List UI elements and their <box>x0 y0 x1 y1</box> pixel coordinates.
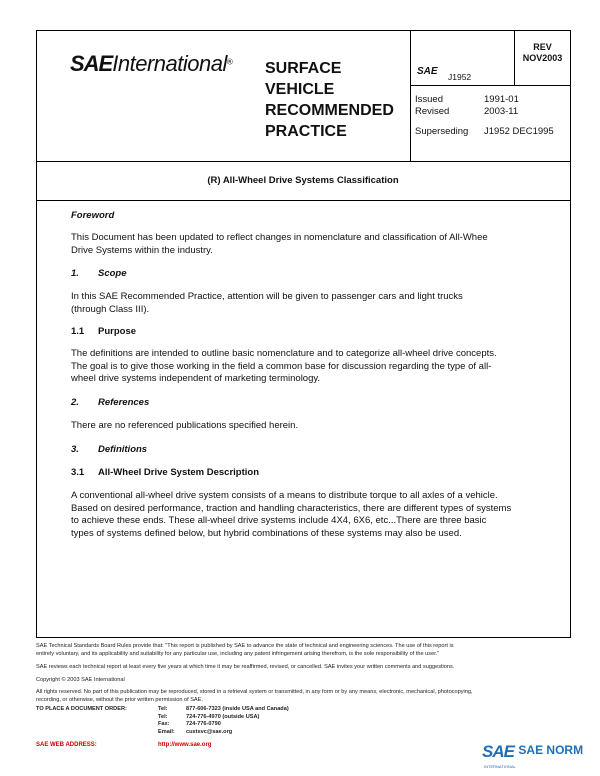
footer-copyright: Copyright © 2003 SAE International <box>36 677 125 683</box>
scope-heading: Scope <box>98 268 127 279</box>
footer-rights-line: All rights reserved. No part of this publication may be reproduced, stored in a retrieval system or transmitted, in any form or by any means, electronic, mechanical, photocopying, <box>36 689 473 695</box>
web-link[interactable]: http://www.sae.org <box>158 742 212 748</box>
title-line-3: RECOMMENDED <box>265 102 394 119</box>
header-divider-v2 <box>514 31 515 85</box>
logo-trademark: ® <box>226 57 233 67</box>
document-title: (R) All-Wheel Drive Systems Classification <box>207 175 399 186</box>
footer-rights <box>36 689 570 704</box>
watermark-sae: SAE <box>482 742 514 761</box>
awd-line: A conventional all-wheel drive system consists of a means to distribute torque to all axles of a vehicle. <box>71 490 498 501</box>
purpose-line: The definitions are intended to outline basic nomenclature and to categorize all-wheel drive concepts. <box>71 348 497 359</box>
rev-date: NOV2003 <box>522 53 563 63</box>
contact-list <box>158 706 289 736</box>
rev-block <box>520 42 565 64</box>
footer-rules-line: SAE Technical Standards Board Rules provide that: "This report is published by SAE to advance the state of technical and engineering sciences. The use of this report is <box>36 643 454 649</box>
foreword-paragraph <box>71 232 488 257</box>
purpose-number: 1.1 <box>71 326 85 337</box>
contact-row <box>158 714 289 722</box>
definitions-heading: Definitions <box>98 444 148 455</box>
contact-value: 724-776-4970 (outside USA) <box>186 713 260 720</box>
contact-value: 724-776-0790 <box>186 721 221 727</box>
scope-paragraph <box>71 291 463 316</box>
mini-sae-logo: SAE <box>417 66 438 77</box>
scope-number: 1. <box>71 268 79 279</box>
logo-sae-text: SAE <box>70 51 113 76</box>
purpose-line: The goal is to give those working in the field a common base for discussion regarding the type of all- <box>71 360 492 372</box>
scope-line: In this SAE Recommended Practice, attention will be given to passenger cars and light trucks <box>71 291 463 302</box>
foreword-line: Drive Systems within the industry. <box>71 244 213 256</box>
awd-line: to achieve these ends. These all-wheel drive systems include 4X4, 6X6, etc...There are three basic <box>71 515 487 526</box>
contact-row <box>158 706 289 714</box>
document-type-title <box>265 58 394 142</box>
references-number: 2. <box>71 397 79 408</box>
contact-row <box>158 729 289 737</box>
awd-paragraph <box>71 490 511 540</box>
footer-rules <box>36 643 570 658</box>
references-paragraph: There are no referenced publications specified herein. <box>71 420 299 431</box>
header-divider-h <box>410 85 570 86</box>
watermark-sub: INTERNATIONAL <box>484 764 516 769</box>
contact-label: Tel: <box>158 713 168 720</box>
contact-row <box>158 721 289 729</box>
doc-number: J1952 <box>448 72 472 82</box>
footer-rights-line: recording, or otherwise, without the prior written permission of SAE. <box>36 696 203 703</box>
header-divider-v1 <box>410 31 411 161</box>
definitions-number: 3. <box>71 444 79 455</box>
contact-value: 877-606-7323 (inside USA and Canada) <box>186 706 289 712</box>
contact-label: Fax: <box>158 721 170 727</box>
awd-line: types of systems defined below, but hybrid combinations of these systems may also be used. <box>71 527 462 539</box>
references-heading: References <box>98 397 150 408</box>
title-divider <box>36 200 570 201</box>
web-label: SAE WEB ADDRESS: <box>36 742 97 748</box>
watermark-norm: SAE NORM <box>518 743 584 757</box>
awd-number: 3.1 <box>71 467 85 478</box>
sae-international-logo <box>70 51 233 77</box>
foreword-heading: Foreword <box>71 210 115 221</box>
contact-label: Email: <box>158 728 175 735</box>
awd-line: Based on desired performance, traction and handling characteristics, there are different types of systems <box>71 502 512 514</box>
scope-line: (through Class III). <box>71 303 150 315</box>
foreword-line: This Document has been updated to reflect changes in nomenclature and classification of All-Whee <box>71 232 488 243</box>
revised-label: Revised <box>415 106 450 117</box>
title-line-2: VEHICLE <box>265 81 335 98</box>
revised-value: 2003-11 <box>484 106 519 117</box>
title-line-4: PRACTICE <box>265 123 347 140</box>
purpose-line: wheel drive systems independent of marketing terminology. <box>71 373 321 384</box>
superseding-label: Superseding <box>415 126 469 137</box>
logo-international-text: International <box>112 51 227 76</box>
footer-review: SAE reviews each technical report at least every five years at which time it may be reaffirmed, revised, or cancelled. SAE invites your written comments and suggestions. <box>36 664 455 670</box>
order-label: TO PLACE A DOCUMENT ORDER: <box>36 706 127 712</box>
contact-email[interactable]: custsvc@sae.org <box>186 728 233 735</box>
rev-label: REV <box>533 42 552 52</box>
sae-norm-watermark <box>482 742 583 762</box>
superseding-value: J1952 DEC1995 <box>484 126 554 137</box>
title-line-1: SURFACE <box>265 60 342 77</box>
purpose-heading: Purpose <box>98 326 137 337</box>
purpose-paragraph <box>71 348 497 386</box>
awd-heading: All-Wheel Drive System Description <box>98 467 260 478</box>
contact-label: Tel: <box>158 706 168 712</box>
footer-rules-line: entirely voluntary, and its applicability and suitability for any particular use, including any patent infringement arising therefrom, is the sole responsibility of the user." <box>36 650 440 657</box>
issued-label: Issued <box>415 94 443 105</box>
issued-value: 1991-01 <box>484 94 519 105</box>
